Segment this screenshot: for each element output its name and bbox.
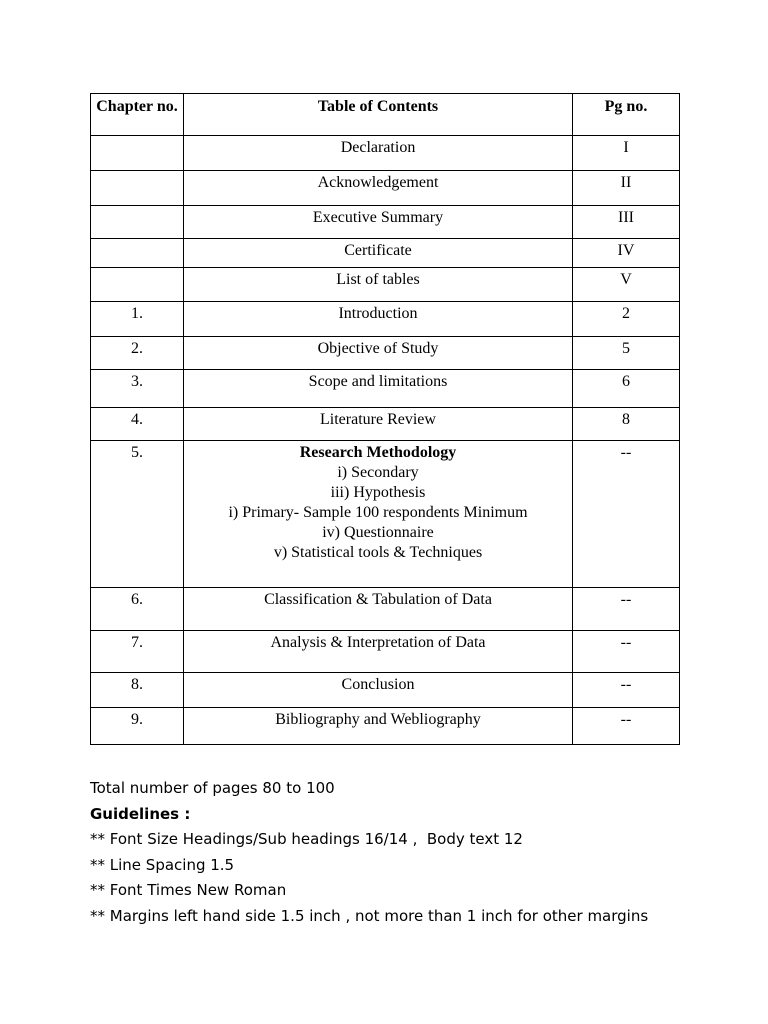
chapter-cell <box>91 136 184 171</box>
page-cell: 2 <box>573 302 680 337</box>
table-row <box>91 337 680 370</box>
table-row <box>91 302 680 337</box>
subitem: iv) Questionnaire <box>322 524 434 541</box>
chapter-cell: 8. <box>91 673 184 708</box>
subitem: i) Secondary <box>337 464 419 481</box>
table-row-research-methodology <box>91 441 680 588</box>
table-row <box>91 408 680 441</box>
page-cell: -- <box>573 588 680 631</box>
title-cell <box>184 441 573 588</box>
header-table-of-contents: Table of Contents <box>184 94 573 136</box>
chapter-cell: 5. <box>91 441 184 588</box>
chapter-cell: 9. <box>91 708 184 745</box>
page-cell: 6 <box>573 370 680 408</box>
guidelines-heading: Guidelines : <box>90 804 191 823</box>
guideline-item: ** Font Size Headings/Sub headings 16/14 , Body text 12 <box>90 830 523 848</box>
title-cell: Executive Summary <box>184 206 573 239</box>
title-cell: Declaration <box>184 136 573 171</box>
chapter-cell <box>91 206 184 239</box>
page-cell: II <box>573 171 680 206</box>
table-of-contents <box>90 93 680 745</box>
chapter-cell: 6. <box>91 588 184 631</box>
table-row <box>91 206 680 239</box>
title-cell: Scope and limitations <box>184 370 573 408</box>
title-cell: Certificate <box>184 239 573 268</box>
chapter-cell: 1. <box>91 302 184 337</box>
page-cell: I <box>573 136 680 171</box>
guideline-item: ** Font Times New Roman <box>90 881 287 899</box>
title-cell: Classification & Tabulation of Data <box>184 588 573 631</box>
table-row <box>91 708 680 745</box>
chapter-cell: 4. <box>91 408 184 441</box>
header-pg-no: Pg no. <box>573 94 680 136</box>
table-row <box>91 136 680 171</box>
chapter-cell: 2. <box>91 337 184 370</box>
page-cell: 8 <box>573 408 680 441</box>
table-row <box>91 268 680 302</box>
page-cell: IV <box>573 239 680 268</box>
page-cell: -- <box>573 673 680 708</box>
research-methodology-title: Research Methodology <box>299 444 457 461</box>
chapter-cell: 7. <box>91 631 184 673</box>
chapter-cell <box>91 268 184 302</box>
page-cell: 5 <box>573 337 680 370</box>
table-header-row <box>91 94 680 136</box>
table-row <box>91 673 680 708</box>
table-row <box>91 171 680 206</box>
table-row <box>91 631 680 673</box>
page-cell: -- <box>573 631 680 673</box>
total-pages-text: Total number of pages 80 to 100 <box>90 779 335 797</box>
title-cell: Conclusion <box>184 673 573 708</box>
guideline-item: ** Margins left hand side 1.5 inch , not more than 1 inch for other margins <box>90 906 649 925</box>
title-cell: Bibliography and Webliography <box>184 708 573 745</box>
notes-section <box>90 776 648 929</box>
page-cell: -- <box>573 708 680 745</box>
title-cell: Objective of Study <box>184 337 573 370</box>
chapter-cell: 3. <box>91 370 184 408</box>
table-row <box>91 239 680 268</box>
table-row <box>91 588 680 631</box>
title-cell: Acknowledgement <box>184 171 573 206</box>
guideline-item: ** Line Spacing 1.5 <box>90 855 235 874</box>
chapter-cell <box>91 239 184 268</box>
subitem: v) Statistical tools & Techniques <box>273 544 483 561</box>
subitem: iii) Hypothesis <box>330 484 426 501</box>
title-cell: Analysis & Interpretation of Data <box>184 631 573 673</box>
page-cell: V <box>573 268 680 302</box>
title-cell: Introduction <box>184 302 573 337</box>
subitem: i) Primary- Sample 100 respondents Minimum <box>228 504 528 521</box>
chapter-cell <box>91 171 184 206</box>
title-cell: Literature Review <box>184 408 573 441</box>
page-cell: III <box>573 206 680 239</box>
table-row <box>91 370 680 408</box>
header-chapter-no: Chapter no. <box>91 94 184 136</box>
title-cell: List of tables <box>184 268 573 302</box>
page-cell: -- <box>573 441 680 588</box>
